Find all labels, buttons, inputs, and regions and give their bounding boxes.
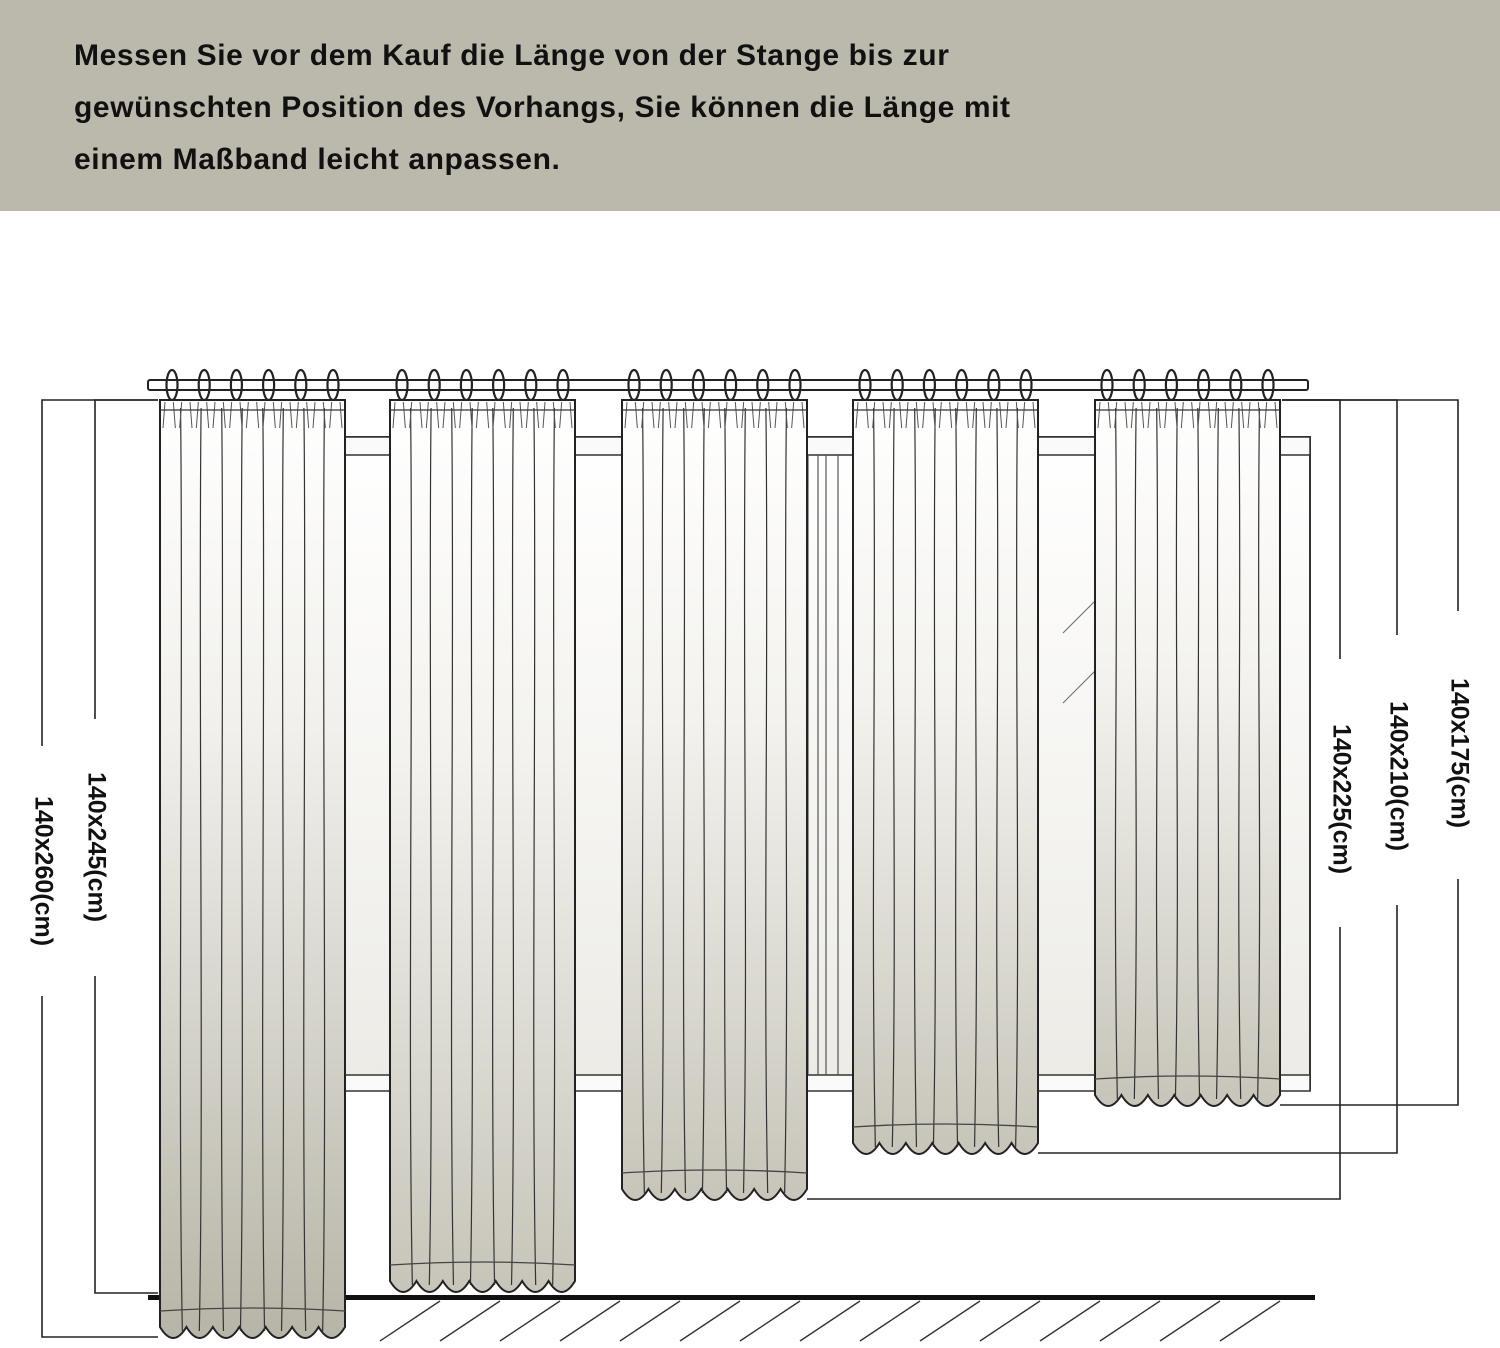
dim-line-260-top bbox=[42, 400, 158, 746]
curtain-panel bbox=[390, 400, 575, 1292]
hatch-line bbox=[980, 1301, 1040, 1341]
measuring-instruction bbox=[74, 30, 1254, 186]
curtain-panel bbox=[1095, 400, 1280, 1106]
hatch-line bbox=[1100, 1301, 1160, 1341]
curtain-fabric bbox=[1095, 400, 1280, 1106]
instruction-line-1: Messen Sie vor dem Kauf die Länge von der Stange bis zur bbox=[74, 39, 950, 72]
hatch-line bbox=[500, 1301, 560, 1341]
dim-line-260-bottom bbox=[42, 996, 158, 1337]
hatch-line bbox=[800, 1301, 860, 1341]
curtain-fabric bbox=[390, 400, 575, 1292]
dim-line-245-bottom bbox=[95, 976, 158, 1293]
hatch-line bbox=[560, 1301, 620, 1341]
hatch-line bbox=[1220, 1301, 1280, 1341]
hatch-line bbox=[1040, 1301, 1100, 1341]
info-banner bbox=[0, 0, 1500, 211]
curtain-panel bbox=[160, 400, 345, 1338]
instruction-line-3: einem Maßband leicht anpassen. bbox=[74, 143, 561, 176]
size-label-225: 140x225(cm) bbox=[1327, 723, 1356, 875]
hatch-line bbox=[1160, 1301, 1220, 1341]
hatch-line bbox=[740, 1301, 800, 1341]
size-label-245: 140x245(cm) bbox=[82, 771, 111, 923]
size-label-260: 140x260(cm) bbox=[29, 795, 58, 947]
size-label-175: 140x175(cm) bbox=[1445, 677, 1474, 829]
hatch-line bbox=[380, 1301, 440, 1341]
size-label-210: 140x210(cm) bbox=[1384, 700, 1413, 852]
curtain-panel bbox=[622, 400, 807, 1200]
hatch-line bbox=[860, 1301, 920, 1341]
curtain-panels bbox=[160, 400, 1280, 1338]
curtain-fabric bbox=[160, 400, 345, 1338]
hatch-line bbox=[920, 1301, 980, 1341]
dim-line-245-top bbox=[95, 400, 158, 719]
hatch-line bbox=[620, 1301, 680, 1341]
curtain-length-diagram bbox=[0, 211, 1500, 1348]
hatch-line bbox=[440, 1301, 500, 1341]
curtain-panel bbox=[853, 400, 1038, 1154]
curtain-fabric bbox=[853, 400, 1038, 1154]
instruction-line-2: gewünschten Position des Vorhangs, Sie können die Länge mit bbox=[74, 91, 1011, 124]
floor-hatching bbox=[380, 1301, 1280, 1341]
curtain-rod bbox=[148, 370, 1308, 400]
curtain-fabric bbox=[622, 400, 807, 1200]
hatch-line bbox=[680, 1301, 740, 1341]
